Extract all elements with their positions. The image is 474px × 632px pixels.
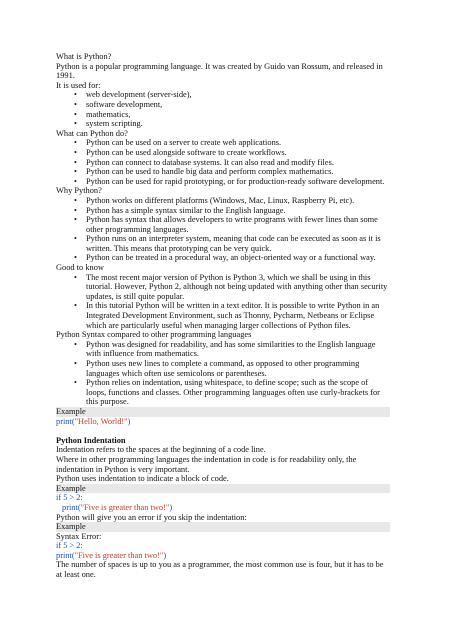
syntax-compared-list [56,340,390,407]
list-item: • Python can be used on a server to create web applications. [86,138,390,148]
capabilities-list [56,138,390,186]
intro-paragraph: Python is a popular programming language. It was created by Guido van Rossum, and released in 1991. [56,61,383,81]
used-for-label: It is used for: [56,80,101,90]
list-item: • The most recent major version of Python is Python 3, which we shall be using in this tutorial. However, Python 2, although not being updated with anything other than security updates, is still quite popular. [86,273,390,302]
code-string: "Five is greater than two!" [74,550,164,560]
code-line-if: if 5 > 2: [56,541,83,551]
code-fn: print( [56,550,75,560]
why-python-list [56,196,390,263]
indent-paragraph-1: Indentation refers to the spaces at the beginning of a code line. [56,445,266,455]
document-page [56,52,390,580]
code-paren: ) [169,502,173,512]
heading-what-is-python: What is Python? [56,52,112,61]
list-item: • Python works on different platforms (Windows, Mac, Linux, Raspberry Pi, etc). [86,196,390,206]
example-label: Example [56,522,390,532]
used-for-list [56,90,390,128]
list-item: • Python can be used for rapid prototyping, or for production-ready software development. [86,177,390,187]
indent-paragraph-5: The number of spaces is up to you as a programmer, the most common use is four, but it has to be at least one. [56,560,384,580]
code-string: "Five is greater than two!" [80,502,170,512]
indent-paragraph-3: Python uses indentation to indicate a block of code. [56,474,229,484]
heading-python-indentation: Python Indentation [56,435,126,445]
list-item: • Python relies on indentation, using whitespace, to define scope; such as the scope of loops, functions and classes. Other programming languages often use curly-brackets for this purpose. [86,378,390,407]
list-item: • software development, [86,100,390,110]
indent-paragraph-4: Python will give you an error if you skip the indentation: [56,512,247,522]
spacer [56,426,390,436]
list-item: • In this tutorial Python will be written in a text editor. It is possible to write Python in an Integrated Development Environment, such as Thonny, Pycharm, Netbeans or Eclipse which are particularly useful when managing larger collections of Python files. [86,301,390,330]
list-item: • Python uses new lines to complete a command, as opposed to other programming languages which often use semicolons or parentheses. [86,359,390,378]
syntax-error-label: Syntax Error: [56,531,102,541]
example-label: Example [56,407,390,417]
code-fn: print( [56,416,75,426]
list-item: • web development (server-side), [86,90,390,100]
list-item: • Python can connect to database systems. It can also read and modify files. [86,158,390,168]
list-item: • Python can be used alongside software to create workflows. [86,148,390,158]
list-item: • mathematics, [86,110,390,120]
code-paren: ) [127,416,131,426]
indent-paragraph-2: Where in other programming languages the indentation in code is for readability only, the indentation in Python is very important. [56,454,357,474]
good-to-know-list [56,273,390,331]
heading-good-to-know: Good to know [56,263,104,273]
list-item: • Python has a simple syntax similar to the English language. [86,206,390,216]
list-item: • Python has syntax that allows developers to write programs with fewer lines than some other programming languages. [86,215,390,234]
code-string: "Hello, World!" [74,416,128,426]
example-label: Example [56,484,390,494]
list-item: • Python runs on an interpreter system, meaning that code can be executed as soon as it is written. This means that prototyping can be very quick. [86,234,390,253]
heading-why-python: Why Python? [56,186,102,196]
list-item: • Python can be used to handle big data and perform complex mathematics. [86,167,390,177]
heading-syntax-compared: Python Syntax compared to other programming languages [56,330,252,340]
heading-what-can-python-do: What can Python do? [56,128,128,138]
list-item: • Python was designed for readability, and has some similarities to the English language with influence from mathematics. [86,340,390,359]
code-line-print-unindented [56,551,390,561]
code-fn: print( [62,502,81,512]
code-paren: ) [163,550,167,560]
list-item: • system scripting. [86,119,390,129]
list-item: • Python can be treated in a procedural way, an object-oriented way or a functional way. [86,253,390,263]
code-line-if: if 5 > 2: [56,493,83,503]
code-line-print-indented [56,503,390,513]
code-line-hello-world [56,417,390,427]
